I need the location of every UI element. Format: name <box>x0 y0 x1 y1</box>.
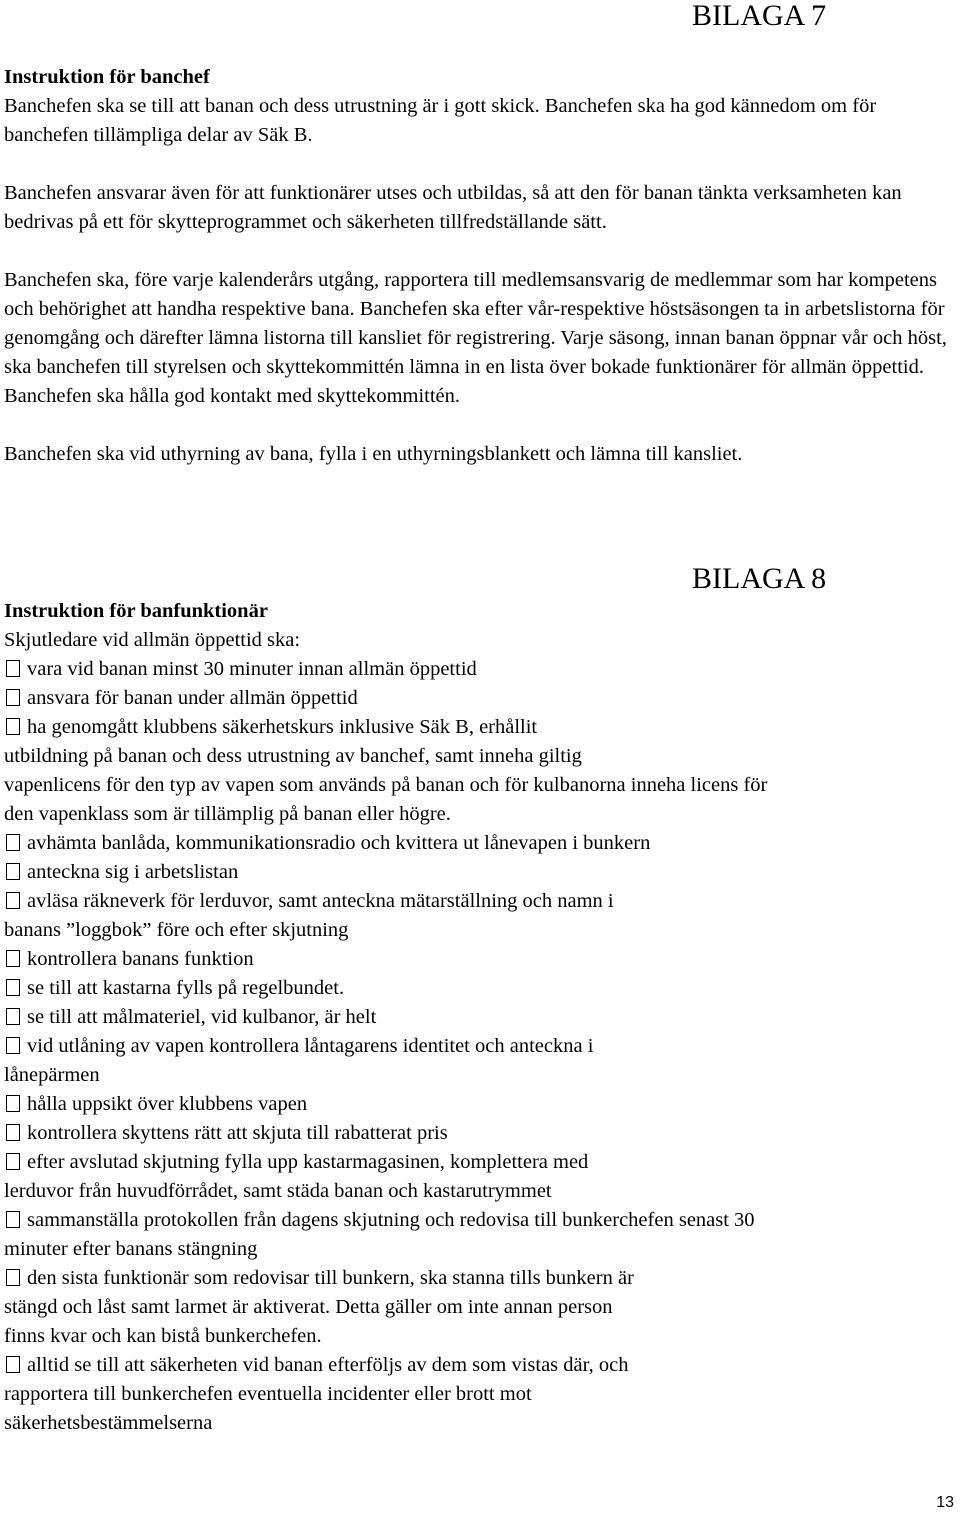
list-item <box>4 1351 956 1380</box>
checkbox-bullet-icon <box>6 1008 20 1025</box>
list-item-text: den sista funktionär som redovisar till bunkern, ska stanna tills bunkern är <box>27 1267 634 1289</box>
banfunktionar-intro: Skjutledare vid allmän öppettid ska: <box>4 629 301 651</box>
banchef-paragraph-3: Banchefen ska, före varje kalenderårs utgång, rapportera till medlemsansvarig de medlemmar som har kompetens och behörighet att handha respektive bana. Banchefen ska efter vår-respektive höstsäsongen ta in arbetslistorna för genomgång och därefter lämna listorna till kansliet för registrering. Varje säsong, innan banan öppnar vår och höst, ska banchefen till styrelsen och skyttekommittén lämna in en lista över bokade funktionärer för allmän öppettid. Banchefen ska hålla god kontakt med skyttekommittén. <box>4 269 947 407</box>
page-number: 13 <box>936 1494 954 1511</box>
banchef-paragraph-4: Banchefen ska vid uthyrning av bana, fylla i en uthyrningsblankett och lämna till kansliet. <box>4 443 743 465</box>
list-item <box>4 945 956 974</box>
list-item-continuation <box>4 916 956 945</box>
list-item <box>4 1003 956 1032</box>
list-item <box>4 655 956 684</box>
list-item-text: minuter efter banans stängning <box>4 1238 258 1260</box>
list-item-text: utbildning på banan och dess utrustning av banchef, samt inneha giltig <box>4 745 582 767</box>
list-item-continuation <box>4 1235 956 1264</box>
list-item-text: alltid se till att säkerheten vid banan efterföljs av dem som vistas där, och <box>27 1354 629 1376</box>
list-item-text: lerduvor från huvudförrådet, samt städa banan och kastarutrymmet <box>4 1180 552 1202</box>
list-item <box>4 684 956 713</box>
list-item-text: vara vid banan minst 30 minuter innan allmän öppettid <box>27 658 477 680</box>
checkbox-bullet-icon <box>6 950 20 967</box>
list-item-continuation <box>4 800 956 829</box>
list-item-text: avläsa räkneverk för lerduvor, samt anteckna mätarställning och namn i <box>27 890 614 912</box>
list-item-text: anteckna sig i arbetslistan <box>27 861 239 883</box>
list-item <box>4 1119 956 1148</box>
checkbox-bullet-icon <box>6 1095 20 1112</box>
list-item <box>4 1206 956 1235</box>
banchef-paragraph-1: Banchefen ska se till att banan och dess utrustning är i gott skick. Banchefen ska ha god kännedom om för banchefen tillämpliga delar av Säk B. <box>4 95 877 146</box>
list-item-text: sammanställa protokollen från dagens skjutning och redovisa till bunkerchefen senast 30 <box>27 1209 755 1231</box>
list-item-text: ha genomgått klubbens säkerhetskurs inklusive Säk B, erhållit <box>27 716 538 738</box>
list-item-text: finns kvar och kan bistå bunkerchefen. <box>4 1325 322 1347</box>
banfunktionar-section <box>4 597 956 1438</box>
checkbox-bullet-icon <box>6 892 20 909</box>
checkbox-bullet-icon <box>6 660 20 677</box>
list-item-text: lånepärmen <box>4 1064 100 1086</box>
checkbox-bullet-icon <box>6 689 20 706</box>
checkbox-bullet-icon <box>6 718 20 735</box>
checkbox-bullet-icon <box>6 863 20 880</box>
list-item-text: rapportera till bunkerchefen eventuella incidenter eller brott mot <box>4 1383 532 1405</box>
list-item <box>4 887 956 916</box>
list-item-text: stängd och låst samt larmet är aktiverat. Detta gäller om inte annan person <box>4 1296 613 1318</box>
list-item-text: hålla uppsikt över klubbens vapen <box>27 1093 308 1115</box>
banfunktionar-heading: Instruktion för banfunktionär <box>4 600 268 622</box>
list-item-text: efter avslutad skjutning fylla upp kastarmagasinen, komplettera med <box>27 1151 589 1173</box>
banchef-section <box>4 63 956 469</box>
list-item-text: ansvara för banan under allmän öppettid <box>27 687 358 709</box>
checkbox-bullet-icon <box>6 1153 20 1170</box>
list-item-text: vid utlåning av vapen kontrollera låntagarens identitet och anteckna i <box>27 1035 594 1057</box>
banchef-heading: Instruktion för banchef <box>4 66 210 88</box>
list-item-continuation <box>4 771 956 800</box>
checkbox-bullet-icon <box>6 1124 20 1141</box>
list-item-continuation <box>4 1380 956 1409</box>
list-item <box>4 858 956 887</box>
appendix-7-label: BILAGA 7 <box>692 0 827 32</box>
list-item-text: banans ”loggbok” före och efter skjutning <box>4 919 349 941</box>
checkbox-bullet-icon <box>6 834 20 851</box>
list-item-text: säkerhetsbestämmelserna <box>4 1412 213 1434</box>
list-item <box>4 713 956 742</box>
list-item <box>4 974 956 1003</box>
list-item-continuation <box>4 1177 956 1206</box>
checkbox-bullet-icon <box>6 979 20 996</box>
list-item-continuation <box>4 1293 956 1322</box>
list-item <box>4 1264 956 1293</box>
list-item-text: kontrollera banans funktion <box>27 948 254 970</box>
appendix-8-label: BILAGA 8 <box>692 562 827 595</box>
list-item <box>4 1032 956 1061</box>
list-item-continuation <box>4 1409 956 1438</box>
list-item-continuation <box>4 1322 956 1351</box>
list-item-text: kontrollera skyttens rätt att skjuta till rabatterat pris <box>27 1122 448 1144</box>
checkbox-bullet-icon <box>6 1037 20 1054</box>
checkbox-bullet-icon <box>6 1269 20 1286</box>
list-item <box>4 1090 956 1119</box>
checkbox-bullet-icon <box>6 1356 20 1373</box>
instruction-list <box>4 655 956 1438</box>
list-item-continuation <box>4 742 956 771</box>
list-item-text: avhämta banlåda, kommunikationsradio och kvittera ut lånevapen i bunkern <box>27 832 651 854</box>
list-item-text: se till att målmateriel, vid kulbanor, är helt <box>27 1006 377 1028</box>
list-item <box>4 829 956 858</box>
list-item-text: den vapenklass som är tillämplig på banan eller högre. <box>4 803 451 825</box>
list-item-continuation <box>4 1061 956 1090</box>
list-item-text: vapenlicens för den typ av vapen som används på banan och för kulbanorna inneha licens för <box>4 774 768 796</box>
checkbox-bullet-icon <box>6 1211 20 1228</box>
banchef-paragraph-2: Banchefen ansvarar även för att funktionärer utses och utbildas, så att den för banan tänkta verksamheten kan bedrivas på ett för skytteprogrammet och säkerheten tillfredställande sätt. <box>4 182 902 233</box>
list-item-text: se till att kastarna fylls på regelbundet. <box>27 977 345 999</box>
list-item <box>4 1148 956 1177</box>
